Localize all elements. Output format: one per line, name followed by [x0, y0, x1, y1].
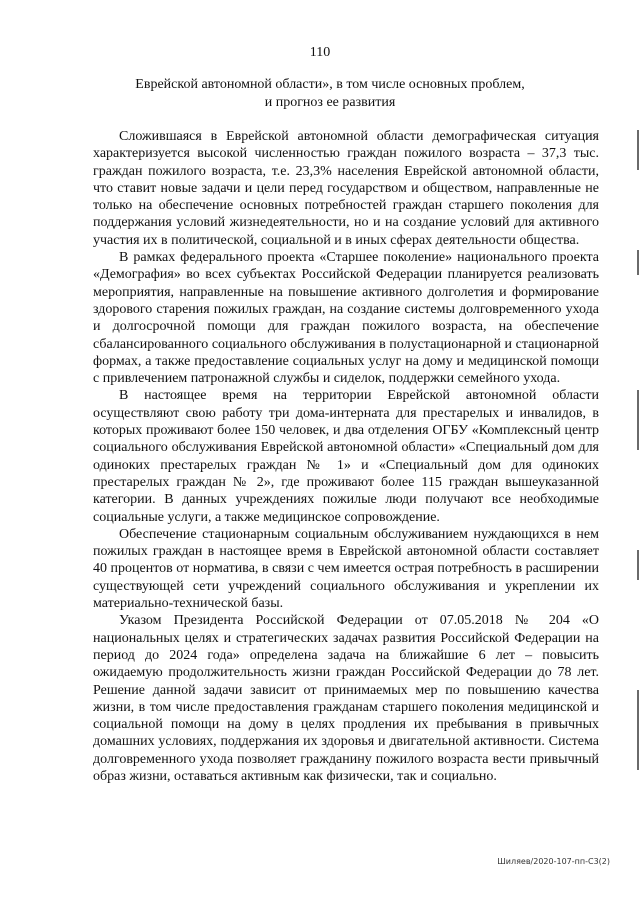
paragraph-1: Сложившаяся в Еврейской автономной области демографическая ситуация характеризуется высокой численностью граждан пожилого возраста – 37,3 тыс. граждан пожилого возраста, т.е. 23,3% населения Еврейской автономной области, что ставит новые задачи и цели перед государством и обществом, направленные не только на обеспечение основных потребностей граждан старшего поколения для поддержания условий жизнедеятельности, но и на создание условий для активного участия их в политической, социальной и в иных сферах деятельности общества.	[93, 129, 599, 248]
paragraph-5: Указом Президента Российской Федерации от 07.05.2018 № 204 «О национальных целях и стратегических задачах развития Российской Федерации на период до 2024 года» определена задача на ближайшие 6 лет – повысить ожидаемую продолжительность жизни граждан Российской Федерации до 78 лет. Решение данной задачи зависит от принимаемых мер по повышению качества жизни, в том числе предоставления гражданам старшего поколения медицинской и социальной помощи на дому в целях продления их пребывания в привычных домашних условиях, поддержания их здоровья и двигательной активности. Система долговременного ухода позволяет гражданину пожилого возраста вести привычный образ жизни, оставаться активным как физически, так и социально.	[93, 613, 599, 784]
paragraph-2: В рамках федерального проекта «Старшее поколение» национального проекта «Демография» во всех субъектах Российской Федерации планируется реализовать мероприятия, направленные на повышение активного долголетия и формирование здорового старения пожилых граждан, на создание системы долговременного ухода и долгосрочной помощи для граждан пожилого возраста, на обеспечение сбалансированного социального обслуживания в полустационарной и стационарной формах, а также предоставление социальных услуг на дому и медицинской помощи с привлечением патронажной службы и сиделок, поддержки семейного ухода.	[93, 250, 599, 387]
section-heading	[100, 76, 560, 111]
body-text	[93, 128, 599, 785]
heading-line-1: Еврейской автономной области», в том числе основных проблем,	[135, 77, 525, 92]
document-code: Шиляев/2020-107-пп-С3(2)	[497, 857, 610, 866]
page-number: 110	[309, 45, 331, 60]
paragraph-4: Обеспечение стационарным социальным обслуживанием нуждающихся в нем пожилых граждан в настоящее время в Еврейской автономной области составляет 40 процентов от норматива, в связи с чем имеется острая потребность в расширении существующей сети учреждений социального обслуживания и укреплении их материально-технической базы.	[93, 526, 599, 612]
paragraph-3: В настоящее время на территории Еврейской автономной области осуществляют свою работу три дома-интерната для престарелых и инвалидов, в которых проживают более 150 человек, и два отделения ОГБУ «Комплексный центр социального обслуживания Еврейской автономной области» «Специальный дом для одиноких престарелых граждан № 1» и «Специальный дом для одиноких престарелых граждан № 2», где проживают более 115 граждан вышеуказанной категории. В данных учреждениях пожилые люди получают все необходимые социальные услуги, а также медицинское сопровождение.	[93, 388, 599, 525]
heading-line-2: и прогноз ее развития	[264, 94, 396, 110]
scan-edge-marks	[635, 130, 640, 830]
